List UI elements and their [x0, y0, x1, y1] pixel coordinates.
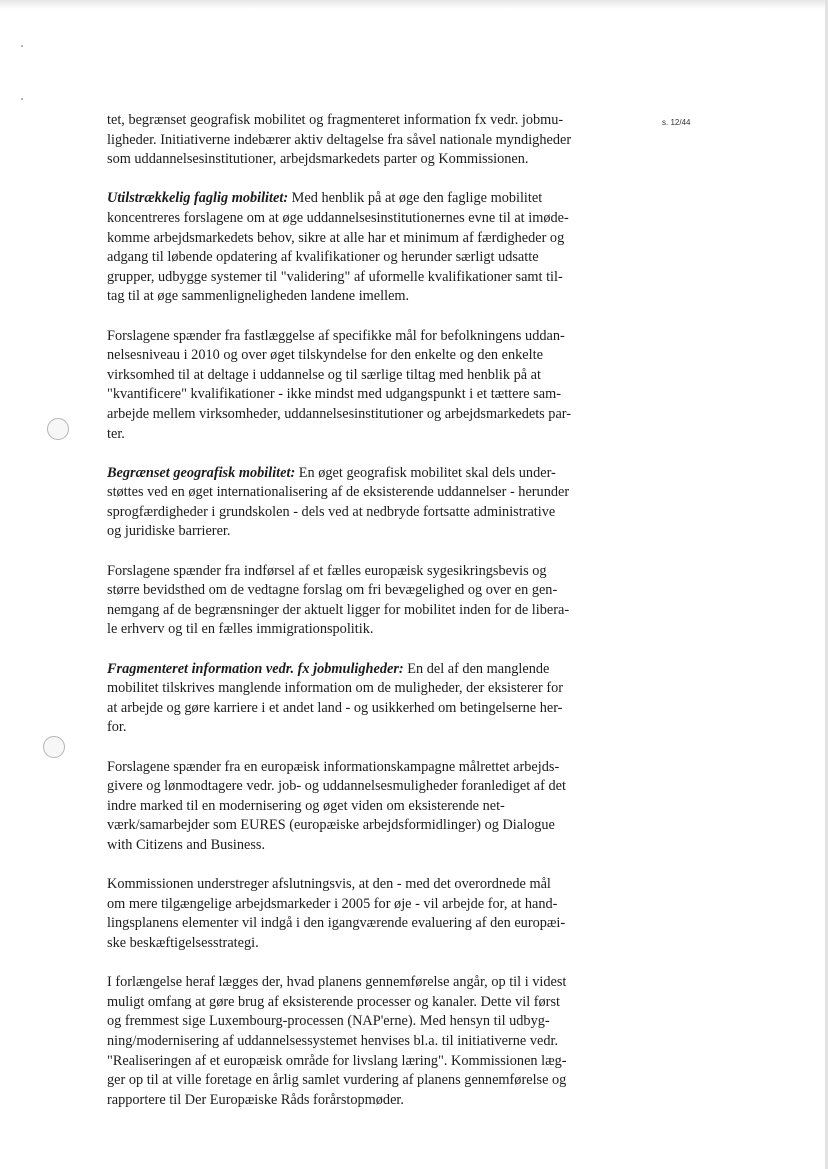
text-line: støttes ved en øget internationalisering af de eksisterende uddannelser - herunder: [107, 484, 570, 501]
punch-hole-lower: [43, 736, 65, 758]
paragraph-geografisk-mobilitet: [107, 464, 645, 542]
paragraph-gennemfoerelse: [107, 973, 645, 1110]
text-line: with Citizens and Business.: [107, 836, 266, 853]
text-line: større bevidsthed om de vedtagne forslag om fri bevægelighed og over en gen-: [107, 582, 558, 599]
text-line: nelsesniveau i 2010 og over øget tilskyndelse for den enkelte og den enkelte: [107, 347, 543, 364]
text-line: lingsplanens elementer vil indgå i den igangværende evaluering af den europæi-: [107, 915, 566, 932]
text-line: grupper, udbygge systemer til "validering" af uformelle kvalifikationer samt til-: [107, 268, 563, 285]
punch-hole-upper: [47, 418, 69, 440]
section-heading: Begrænset geografisk mobilitet:: [107, 464, 296, 481]
text-line: le erhverv og til en fælles immigrationspolitik.: [107, 621, 374, 638]
text-line: givere og lønmodtagere vedr. job- og uddannelsesmuligheder foranlediget af det: [107, 778, 566, 795]
text-line: tet, begrænset geografisk mobilitet og fragmenteret information fx vedr. jobmu-: [107, 112, 564, 128]
paragraph-fragmenteret-information: [107, 660, 645, 738]
paragraph-forslag-uddannelse: [107, 327, 645, 445]
text-line: tag til at øge sammenligneligheden landene imellem.: [107, 288, 410, 305]
text-line: "Realiseringen af et europæisk område for livslang læring". Kommissionen læg-: [107, 1052, 567, 1069]
text-line: virksomhed til at deltage i uddannelse og til særlige tiltag med henblik på at: [107, 366, 541, 383]
text-line: ter.: [107, 425, 125, 442]
text-line: sprogfærdigheder i grundskolen - dels ved at nedbryde fortsatte administrative: [107, 503, 556, 520]
paragraph-intro-continuation: [107, 111, 645, 170]
text-line: ligheder. Initiativerne indebærer aktiv deltagelse fra såvel nationale myndigheder: [107, 131, 572, 148]
text-fragment: Med henblik på at øge den faglige mobilitet: [288, 190, 543, 207]
text-line: komme arbejdsmarkedets behov, sikre at alle har et minimum af færdigheder og: [107, 229, 565, 246]
text-fragment: En øget geografisk mobilitet skal dels under-: [295, 464, 556, 481]
text-line: Forslagene spænder fra indførsel af et fælles europæisk sygesikringsbevis og: [107, 562, 547, 579]
text-line: I forlængelse heraf lægges der, hvad planens gennemførelse angår, op til i videst: [107, 974, 567, 991]
text-line: for.: [107, 719, 127, 736]
text-line: og juridiske barrierer.: [107, 523, 231, 540]
text-line: [107, 189, 645, 209]
text-line: ske beskæftigelsesstrategi.: [107, 934, 259, 951]
text-line: rapportere til Der Europæiske Råds forårstopmøder.: [107, 1091, 404, 1108]
paragraph-forslag-sygesikring: [107, 562, 645, 640]
text-line: adgang til løbende opdatering af kvalifikationer og herunder særligt udsatte: [107, 249, 539, 266]
text-line: Forslagene spænder fra en europæisk informationskampagne målrettet arbejds-: [107, 758, 560, 775]
text-line: ning/modernisering af uddannelsessystemet henvises bl.a. til initiativerne vedr.: [107, 1032, 559, 1049]
text-line: muligt omfang at gøre brug af eksisterende processer og kanaler. Dette vil først: [107, 993, 560, 1010]
text-line: om mere tilgængelige arbejdsmarkeder i 2005 for øje - vil arbejde for, at hand-: [107, 895, 558, 912]
text-line: nemgang af de begrænsninger der aktuelt ligger for mobilitet inden for de libera-: [107, 601, 570, 618]
text-line: [107, 660, 645, 680]
text-line: værk/samarbejder som EURES (europæiske arbejdsformidlinger) og Dialogue: [107, 817, 555, 834]
text-line: Kommissionen understreger afslutningsvis, at den - med det overordnede mål: [107, 876, 551, 893]
text-line: indre marked til en modernisering og øget viden om eksisterende net-: [107, 797, 505, 814]
document-body: [107, 111, 645, 1130]
section-heading: Fragmenteret information vedr. fx jobmuligheder:: [107, 660, 404, 677]
text-line: ger op til at ville foretage en årlig samlet vurdering af planens gennemførelse og: [107, 1072, 567, 1089]
text-fragment: En del af den manglende: [403, 660, 550, 677]
text-line: mobilitet tilskrives manglende information om de muligheder, der eksisterer for: [107, 680, 564, 697]
paragraph-forslag-informationskampagne: [107, 758, 645, 856]
text-line: Forslagene spænder fra fastlæggelse af specifikke mål for befolkningens uddan-: [107, 327, 565, 344]
scan-top-edge: [0, 0, 828, 9]
paragraph-kommissionen-afslutning: [107, 875, 645, 953]
text-line: koncentreres forslagene om at øge uddannelsesinstitutionernes evne til at imøde-: [107, 209, 569, 226]
section-heading: Utilstrækkelig faglig mobilitet:: [107, 190, 289, 207]
page-reference: s. 12/44: [662, 118, 691, 127]
text-line: at arbejde og gøre karriere i et andet land - og usikkerhed om betingelserne her-: [107, 699, 563, 716]
text-line: som uddannelsesinstitutioner, arbejdsmarkedets parter og Kommissionen.: [107, 151, 529, 168]
text-line: og fremmest sige Luxembourg-processen (NAP'erne). Med hensyn til udbyg-: [107, 1013, 550, 1030]
scan-speck: [21, 45, 23, 47]
text-line: arbejde mellem virksomheder, uddannelsesinstitutioner og arbejdsmarkedets par-: [107, 405, 572, 422]
paragraph-faglig-mobilitet: [107, 189, 645, 307]
text-line: "kvantificere" kvalifikationer - ikke mindst med udgangspunkt i et tættere sam-: [107, 386, 561, 403]
scan-speck: [21, 98, 23, 100]
text-line: [107, 464, 645, 484]
